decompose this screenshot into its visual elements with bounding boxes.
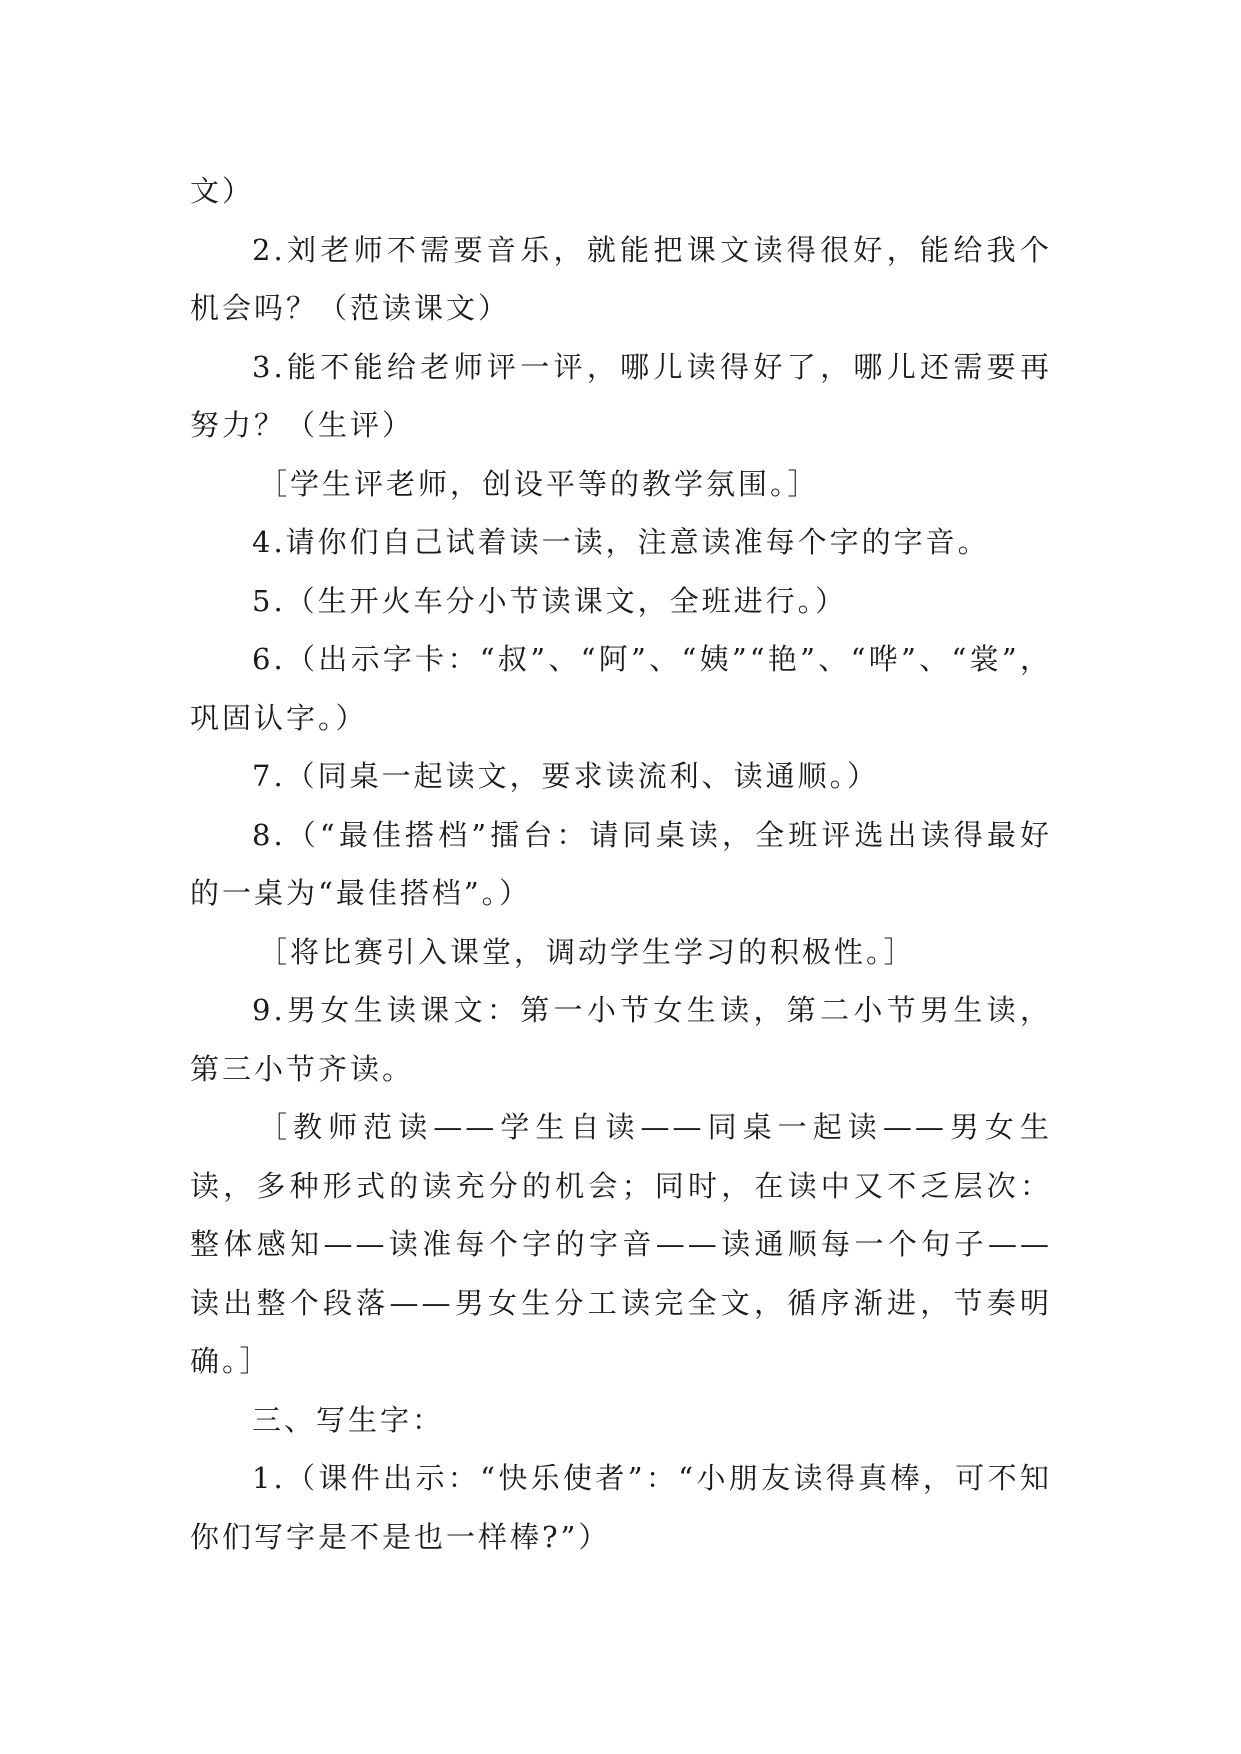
document-page (190, 162, 1052, 1566)
paragraph: 3.能不能给老师评一评，哪儿读得好了，哪儿还需要再努力？（生评） (190, 349, 1052, 442)
paragraph: 6.（出示字卡：“叔”、“阿”、“姨”“艳”、“哗”、“裳”，巩固认字。） (190, 642, 1052, 735)
teaching-note: ［将比赛引入课堂，调动学生学习的积极性。］ (258, 934, 916, 969)
paragraph: 7.（同桌一起读文，要求读流利、读通顺。） (252, 759, 880, 793)
paragraph: 8.（“最佳搭档”擂台：请同桌读，全班评选出读得最好的一桌为“最佳搭档”。） (190, 817, 1052, 910)
paragraph: 1.（课件出示：“快乐使者”：“小朋友读得真棒，可不知你们写字是不是也一样棒?”） (190, 1461, 1052, 1554)
teaching-note: ［学生评老师，创设平等的教学氛围。］ (258, 466, 820, 501)
paragraph: 4.请你们自己试着读一读，注意读准每个字的字音。 (252, 525, 990, 559)
paragraph: 5.（生开火车分小节读课文，全班进行。） (252, 583, 848, 618)
teaching-note: ［教师范读——学生自读——同桌一起读——男女生读，多种形式的读充分的机会；同时，在读中又不乏层次：整体感知——读准每个字的字音——读通顺每一个句子——读出整个段落——男女生分工读完全文，循序渐进，节奏明确。］ (190, 1110, 1052, 1378)
paragraph: 文） (190, 174, 255, 208)
section-heading: 三、写生字： (252, 1402, 445, 1437)
paragraph: 2.刘老师不需要音乐，就能把课文读得很好，能给我个机会吗？（范读课文） (190, 232, 1052, 325)
paragraph: 9.男女生读课文：第一小节女生读，第二小节男生读，第三小节齐读。 (190, 993, 1052, 1086)
